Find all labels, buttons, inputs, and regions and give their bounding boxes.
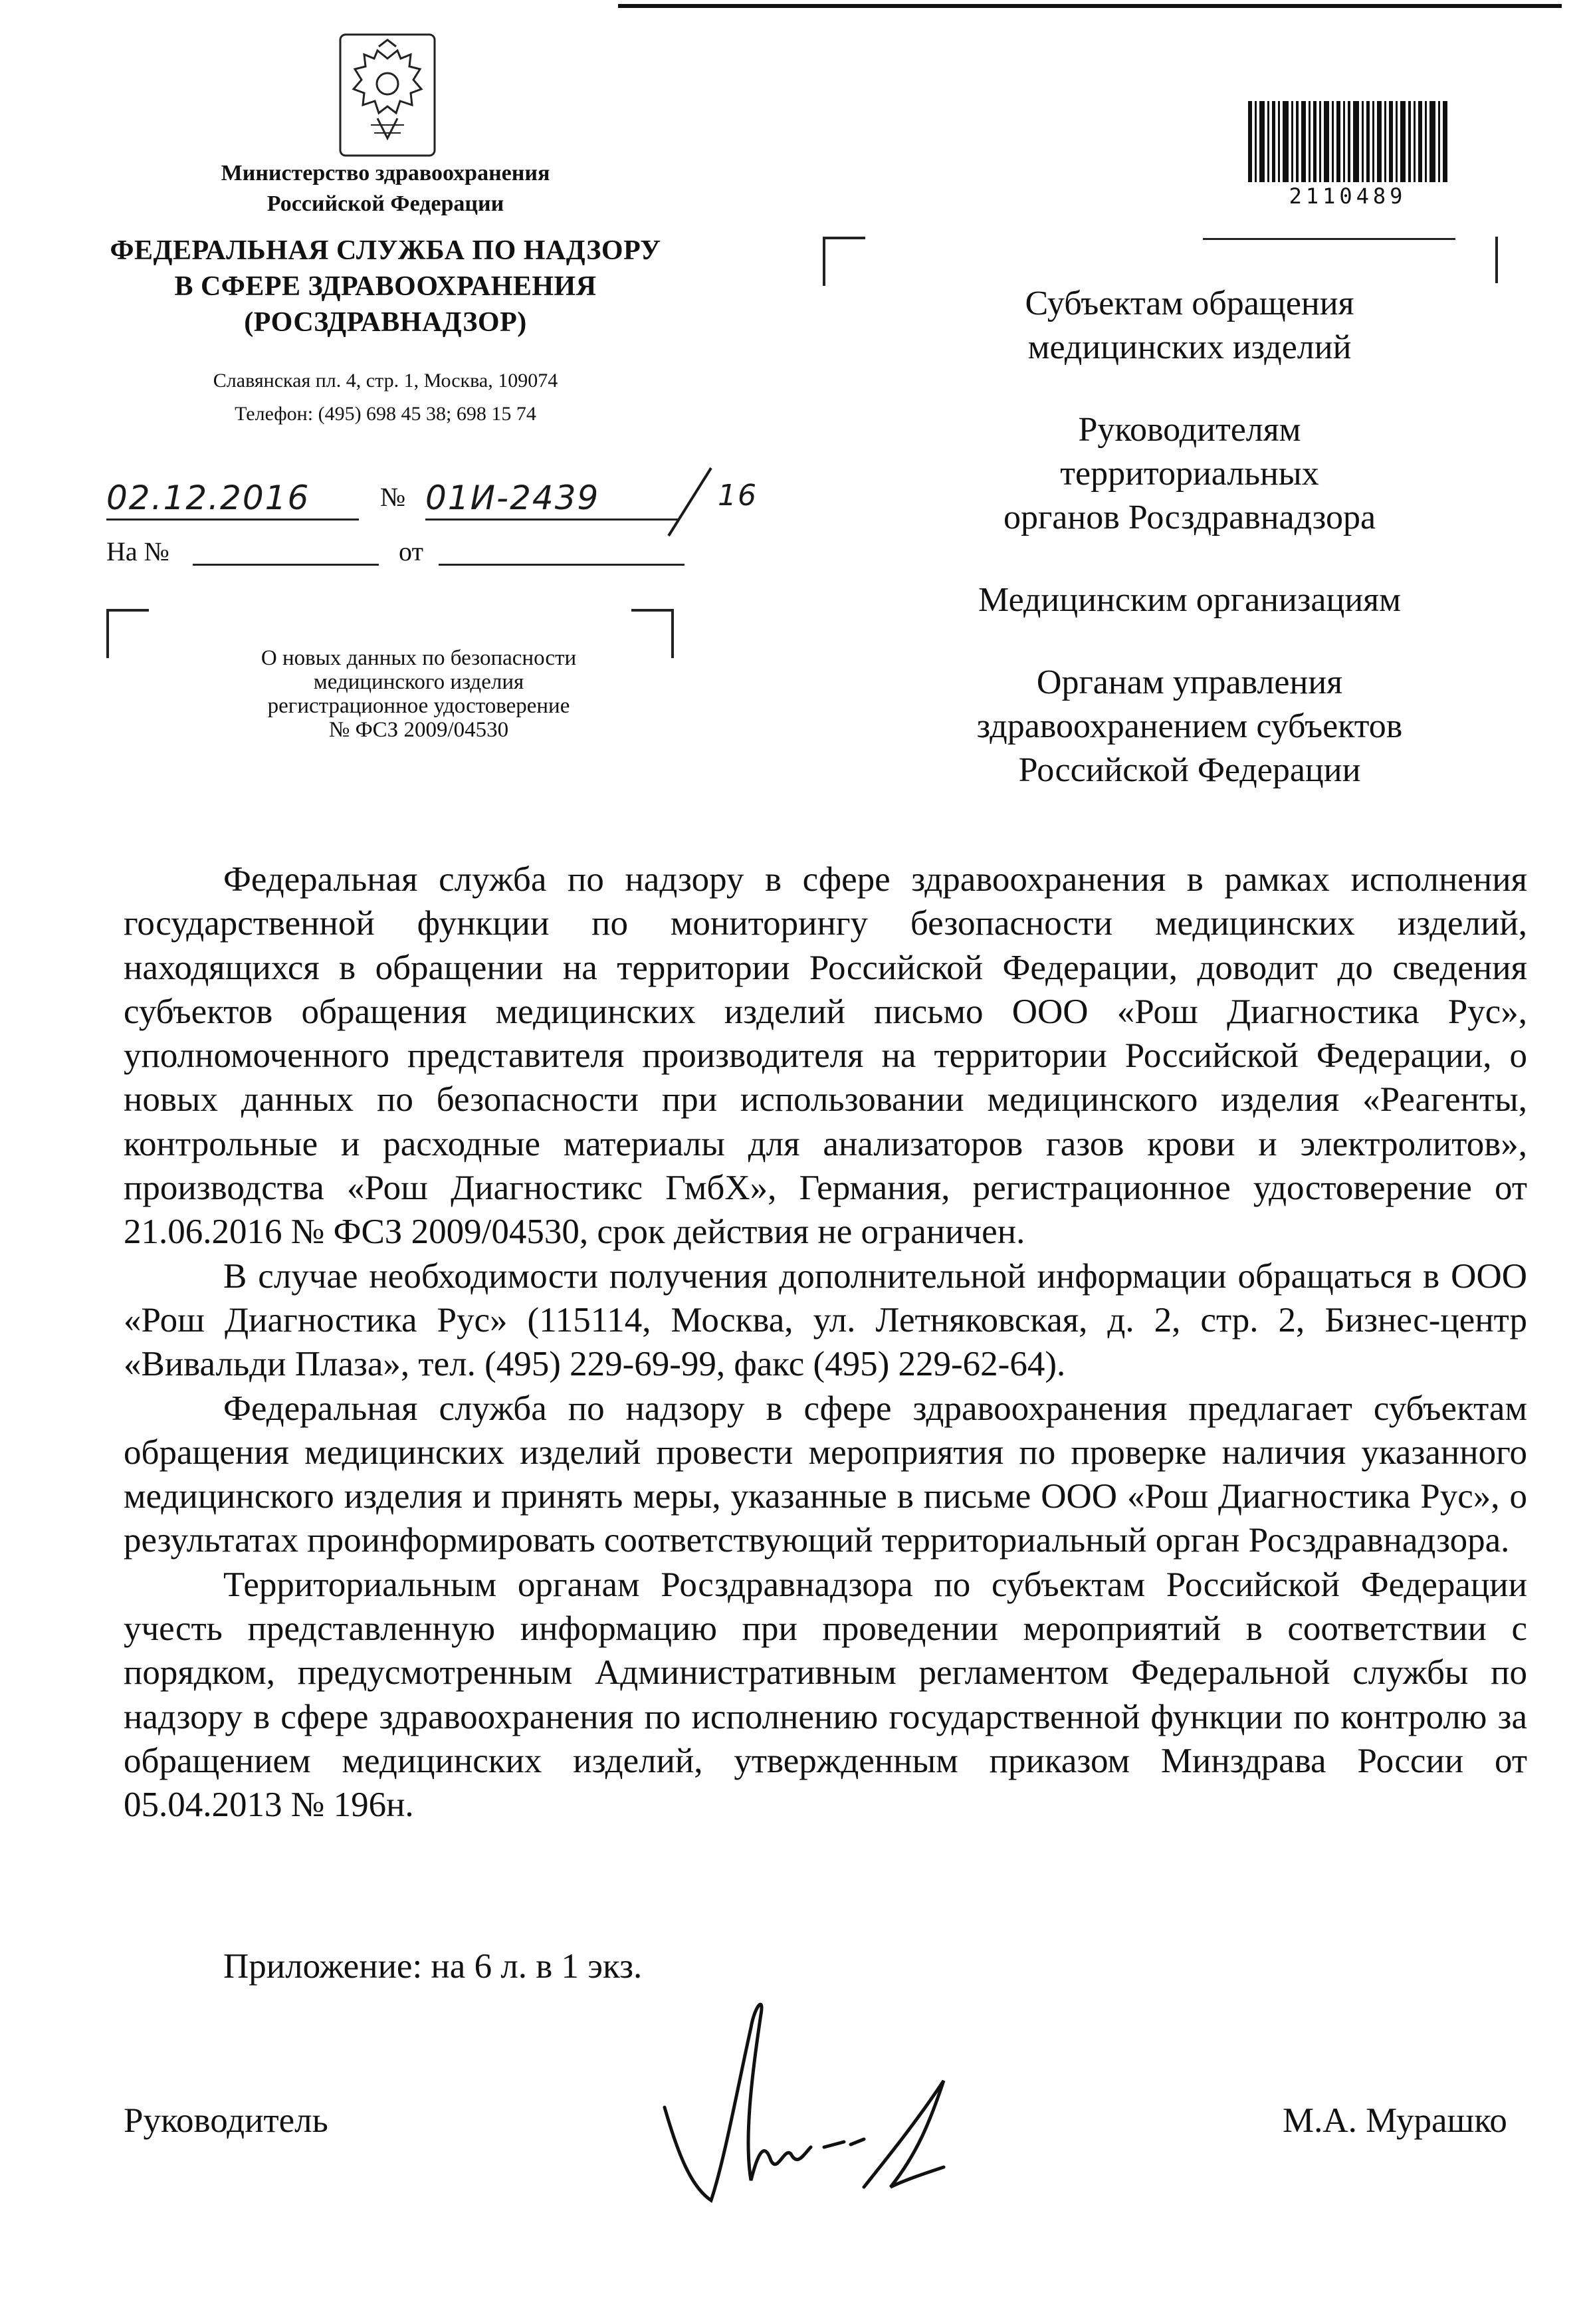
registration-row: [106, 479, 771, 532]
addressee-line: Руководителям: [1078, 411, 1301, 449]
handwritten-signature: [651, 1988, 957, 2207]
addressee-line: Субъектам обращения: [1025, 285, 1354, 322]
addressee-bracket-right: [1455, 237, 1498, 283]
reply-reference-row: [106, 536, 704, 576]
registration-number-suffix: 16: [718, 479, 758, 513]
registration-date: 02.12.2016: [106, 479, 310, 517]
ministry-line-2: Российской Федерации: [266, 191, 504, 216]
reply-number-label: На №: [106, 536, 169, 566]
body-paragraph-1: Федеральная служба по надзору в сфере здравоохранения в рамках исполнения государственной функции по мониторингу безопасности медицинских изделий, находящихся в обращении на территории Российской Федерации, доводит до сведения субъектов обращения медицинских изделий письмо ООО «Рош Диагностика Рус», уполномоченного представителя производителя на территории Российской Федерации, о новых данных по безопасности при использовании медицинского изделия «Реагенты, контрольные и расходные материалы для анализаторов газов крови и электролитов», производства «Рош Диагностикс ГмбХ», Германия, регистрационное удостоверение от 21.06.2016 № ФСЗ 2009/04530, срок действия не ограничен.: [124, 860, 1527, 1252]
addressees-block: [891, 282, 1489, 831]
addressee-bracket-top-dash: [1203, 238, 1455, 240]
addressee-group-2: [891, 408, 1489, 540]
addressee-line: органов Росздравнадзора: [1003, 499, 1376, 536]
letter-subject: [153, 646, 685, 742]
attachment-note: Приложение: на 6 л. в 1 экз.: [223, 1947, 643, 1986]
coat-of-arms-icon: [338, 32, 437, 158]
subject-bracket-left: [106, 609, 149, 658]
address-line-2: Телефон: (495) 698 45 38; 698 15 74: [235, 403, 536, 425]
addressee-line: медицинских изделий: [1027, 328, 1352, 366]
body-paragraph-3: Федеральная служба по надзору в сфере здравоохранения предлагает субъектам обращения медицинских изделий провести мероприятия по проверке наличия указанного медицинского изделия и принять меры, указанные в письме ООО «Рош Диагностика Рус», о результатах проинформировать соответствующий территориальный орган Росздравнадзора.: [124, 1389, 1527, 1560]
address-line-1: Славянская пл. 4, стр. 1, Москва, 109074: [213, 370, 558, 392]
addressee-group-4: [891, 661, 1489, 792]
registration-date-underline: [106, 519, 359, 521]
agency-line-2: В СФЕРЕ ЗДРАВООХРАНЕНИЯ: [174, 271, 597, 302]
agency-address: [106, 364, 665, 431]
addressee-group-1: [891, 282, 1489, 370]
ministry-name: [106, 158, 665, 219]
ministry-line-1: Министерство здравоохранения: [221, 161, 550, 185]
subject-line-1: О новых данных по безопасности: [261, 646, 577, 670]
body-paragraph-4: Территориальным органам Росздравнадзора по субъектам Российской Федерации учесть представленную информацию при проведении мероприятий в соответствии с порядком, предусмотренным Административным регламентом Федеральной службы по надзору в сфере здравоохранения по исполнению государственной функции по контролю за обращением медицинских изделий, утвержденным приказом Минздрава России от 05.04.2013 № 196н.: [124, 1565, 1527, 1825]
top-border-line: [618, 4, 1562, 8]
subject-line-2: медицинского изделия: [313, 670, 524, 694]
subject-line-4: № ФСЗ 2009/04530: [328, 718, 509, 742]
addressee-line: здравоохранением субъектов: [976, 707, 1403, 745]
body-paragraph-2: В случае необходимости получения дополнительной информации обращаться в ООО «Рош Диагностика Рус» (115114, Москва, ул. Летняковская, д. 2, стр. 2, Бизнес-центр «Вивальди Плаза», тел. (495) 229-69-99, факс (495) 229-62-64).: [124, 1256, 1527, 1384]
reply-date-label: от: [399, 536, 423, 566]
addressee-bracket-left: [823, 237, 865, 286]
registration-number-label: №: [380, 482, 406, 512]
addressee-line: Органам управления: [1036, 663, 1343, 701]
agency-line-3: (РОСЗДРАВНАДЗОР): [244, 307, 527, 338]
registration-number: 01И-2439: [425, 479, 600, 517]
reply-number-blank: [193, 564, 379, 566]
barcode: [1248, 101, 1447, 182]
signer-title: Руководитель: [124, 2101, 328, 2140]
signer-name: М.А. Мурашко: [1283, 2101, 1507, 2140]
subject-line-3: регистрационное удостоверение: [267, 694, 570, 718]
addressee-line: Российской Федерации: [1018, 751, 1361, 789]
agency-name: [86, 233, 685, 340]
letter-body: [124, 858, 1527, 1827]
addressee-line: Медицинским организациям: [978, 581, 1401, 619]
reply-date-blank: [439, 564, 685, 566]
addressee-group-3: [891, 578, 1489, 622]
registration-number-underline: [425, 519, 678, 521]
agency-line-1: ФЕДЕРАЛЬНАЯ СЛУЖБА ПО НАДЗОРУ: [110, 235, 661, 266]
addressee-line: территориальных: [1060, 455, 1319, 493]
barcode-number: 2110489: [1289, 183, 1407, 209]
registration-slash-mark: [665, 465, 718, 538]
